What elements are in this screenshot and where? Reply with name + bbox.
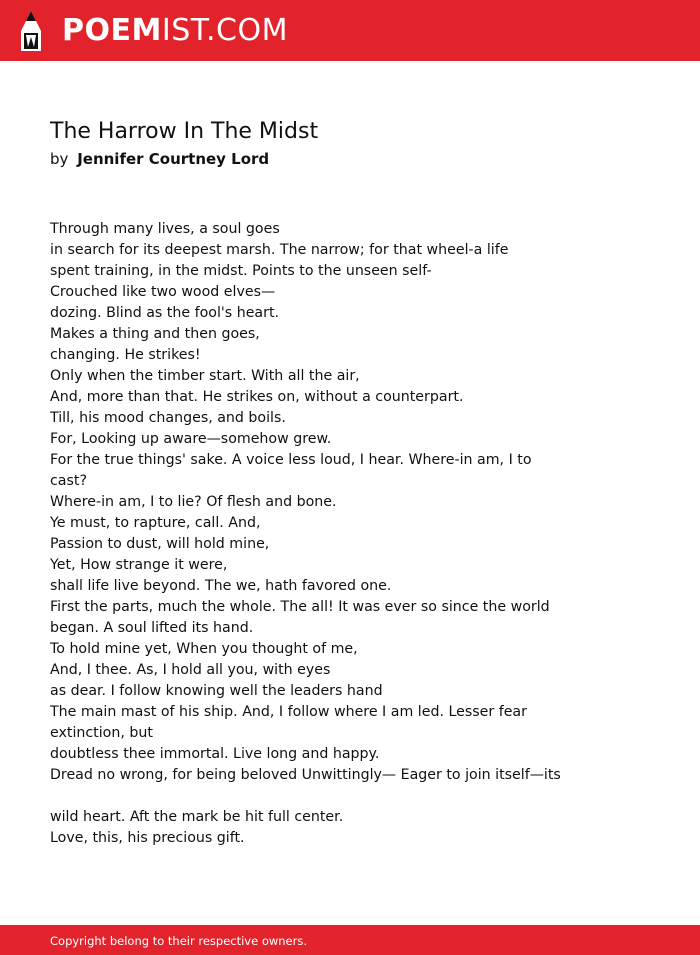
- poem-line: For, Looking up aware—somehow grew.: [50, 431, 332, 447]
- poem-line: Only when the timber start. With all the air,: [50, 368, 360, 384]
- poem-body: [50, 219, 650, 849]
- poem-line: began. A soul lifted its hand.: [50, 620, 254, 636]
- poem-line: extinction, but: [50, 725, 153, 741]
- poem-title: The Harrow In The Midst: [50, 119, 319, 144]
- poem-line: The main mast of his ship. And, I follow where I am led. Lesser fear: [50, 704, 527, 720]
- poem-line: dozing. Blind as the fool's heart.: [50, 305, 280, 321]
- poem-line: Passion to dust, will hold mine,: [50, 536, 270, 552]
- site-footer: [0, 925, 700, 955]
- site-logo[interactable]: [62, 13, 288, 49]
- site-header: [0, 0, 700, 61]
- poem-line: as dear. I follow knowing well the leaders hand: [50, 683, 383, 699]
- poem-line: To hold mine yet, When you thought of me,: [50, 641, 358, 657]
- poem-line: wild heart. Aft the mark be hit full center.: [50, 809, 344, 825]
- poem-line: Where-in am, I to lie? Of flesh and bone.: [50, 494, 337, 510]
- poem-line: Dread no wrong, for being beloved Unwittingly— Eager to join itself—its: [50, 767, 561, 783]
- poem-line: For the true things' sake. A voice less loud, I hear. Where-in am, I to: [50, 452, 532, 468]
- poem-line: Ye must, to rapture, call. And,: [50, 515, 261, 531]
- by-label: by: [50, 150, 69, 168]
- poem-line: spent training, in the midst. Points to the unseen self-: [50, 263, 432, 279]
- pencil-icon: [17, 9, 45, 53]
- poem-line: And, I thee. As, I hold all you, with eyes: [50, 662, 331, 678]
- poem-line: Yet, How strange it were,: [50, 557, 228, 573]
- poem-line: Through many lives, a soul goes: [50, 221, 280, 237]
- copyright-text: Copyright belong to their respective owners.: [50, 934, 308, 948]
- poem-line: Till, his mood changes, and boils.: [50, 410, 286, 426]
- logo-text-light: IST.COM: [161, 13, 288, 48]
- poem-line: changing. He strikes!: [50, 347, 201, 363]
- author-name: Jennifer Courtney Lord: [77, 150, 270, 168]
- poem-line: in search for its deepest marsh. The narrow; for that wheel-a life: [50, 242, 509, 258]
- poem-line: First the parts, much the whole. The all! It was ever so since the world: [50, 599, 550, 615]
- poem-line: Love, this, his precious gift.: [50, 830, 245, 846]
- poem-line: doubtless thee immortal. Live long and happy.: [50, 746, 380, 762]
- poem-line: Makes a thing and then goes,: [50, 326, 260, 342]
- poem-line: cast?: [50, 473, 87, 489]
- poem-line: And, more than that. He strikes on, without a counterpart.: [50, 389, 464, 405]
- byline: [50, 148, 269, 170]
- poem-line: shall life live beyond. The we, hath favored one.: [50, 578, 392, 594]
- logo-text-bold: POEM: [62, 13, 162, 48]
- poem-blank-line: [50, 786, 650, 807]
- poem-line: Crouched like two wood elves—: [50, 284, 276, 300]
